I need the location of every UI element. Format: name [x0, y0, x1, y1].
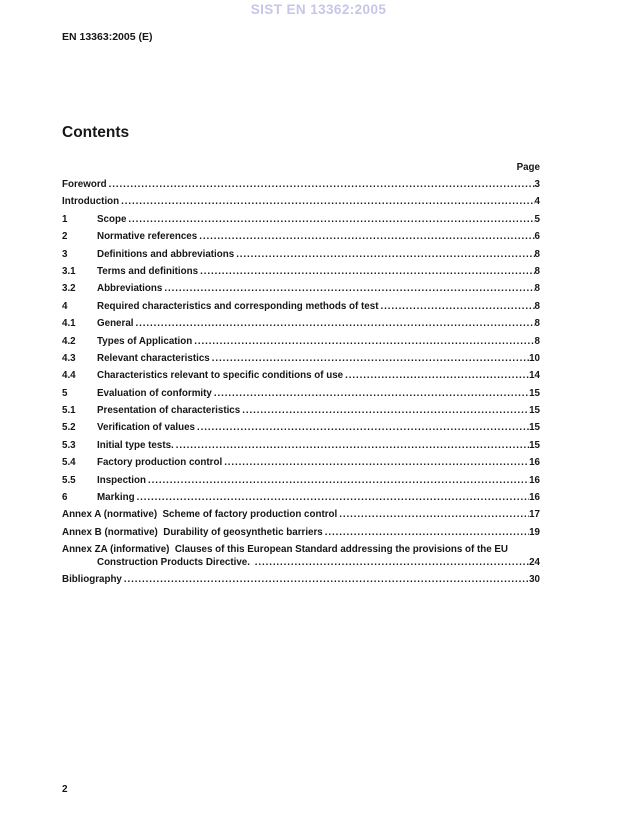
toc-entry [62, 302, 540, 312]
toc-entry [62, 371, 540, 381]
toc-entry-number: 5.5 [62, 474, 76, 486]
toc-entry-title: Required characteristics and corresponding methods of test [97, 300, 379, 312]
toc-entry-title: Introduction [62, 196, 120, 208]
watermark-text: SIST EN 13362:2005 [250, 2, 387, 17]
toc-entry-title: Annex A (normative) Scheme of factory production control [62, 509, 338, 521]
toc-entry-page: 15 [529, 387, 540, 399]
toc-entry-number: 5.2 [62, 422, 76, 434]
dot-leader [224, 458, 529, 468]
toc-entry-page: 10 [529, 352, 540, 364]
toc-entry-title: Terms and definitions [97, 265, 199, 277]
toc-entry-title: Definitions and abbreviations [97, 248, 235, 260]
toc-entry-number: 5.1 [62, 405, 76, 417]
toc-entry-title: Types of Application [97, 335, 193, 347]
dot-leader [128, 215, 534, 225]
toc-entry [62, 493, 540, 503]
toc-entry [62, 528, 540, 538]
contents-heading: Contents [62, 124, 130, 141]
toc-entry-page: 8 [534, 300, 540, 312]
toc-entry-number: 3.1 [62, 265, 76, 277]
dot-leader [325, 528, 529, 538]
toc-entry-title: Abbreviations [97, 283, 163, 295]
dot-leader [200, 267, 534, 277]
dot-leader [199, 232, 534, 242]
dot-leader [380, 302, 534, 312]
toc-entry-page: 15 [529, 422, 540, 434]
toc-entry-title: Characteristics relevant to specific conditions of use [97, 370, 344, 382]
toc-entry-number: 5 [62, 387, 68, 399]
toc-entry [62, 354, 540, 364]
toc-entry-page: 16 [529, 474, 540, 486]
dot-leader [212, 354, 529, 364]
dot-leader [148, 476, 529, 486]
toc-entry-page: 8 [534, 283, 540, 295]
toc-entry-title: General [97, 318, 134, 330]
dot-leader [124, 575, 529, 585]
toc-entry-title: Presentation of characteristics [97, 405, 241, 417]
dot-leader [255, 558, 529, 568]
toc-entry [62, 232, 540, 242]
toc-entry [62, 197, 540, 207]
toc-entry-number: 4.4 [62, 370, 76, 382]
toc-entry [62, 476, 540, 486]
dot-leader [121, 197, 534, 207]
toc-entry-number: 4 [62, 300, 68, 312]
dot-leader [109, 180, 535, 190]
toc-entry-number: 4.3 [62, 352, 76, 364]
dot-leader [214, 389, 529, 399]
toc-entry-title: Annex B (normative) Durability of geosynthetic barriers [62, 526, 323, 538]
document-reference: EN 13363:2005 (E) [62, 31, 153, 43]
toc-entry [62, 180, 540, 190]
dot-leader [176, 441, 529, 451]
toc-entry-title: Factory production control [97, 457, 223, 469]
toc-entry-number: 6 [62, 492, 68, 504]
toc-entry-title: Verification of values [97, 422, 196, 434]
toc-entry [62, 545, 540, 568]
dot-leader [339, 510, 529, 520]
toc-entry [62, 284, 540, 294]
toc-entry [62, 575, 540, 585]
toc-entry-page: 24 [529, 556, 540, 568]
toc-entry-title: Bibliography [62, 574, 122, 586]
toc-entry-number: 1 [62, 213, 68, 225]
dot-leader [236, 250, 534, 260]
toc-entry-page: 8 [534, 248, 540, 260]
toc-entry [62, 406, 540, 416]
toc-entry-title: Normative references [97, 231, 198, 243]
toc-entry-title: Scope [97, 213, 127, 225]
toc-entry-number: 5.3 [62, 439, 76, 451]
toc-entry-number: 4.1 [62, 318, 76, 330]
toc-entry-page: 6 [534, 231, 540, 243]
toc-entry-page: 16 [529, 457, 540, 469]
page-column-label: Page [516, 162, 540, 173]
toc-entry [62, 215, 540, 225]
toc-entry-title-continued: Construction Products Directive. [97, 556, 253, 568]
toc-entry-page: 17 [529, 509, 540, 521]
toc-list [62, 180, 540, 593]
toc-entry-title: Marking [97, 492, 135, 504]
dot-leader [164, 284, 534, 294]
toc-entry-number: 3 [62, 248, 68, 260]
toc-entry [62, 389, 540, 399]
toc-entry [62, 319, 540, 329]
toc-entry-title: Annex ZA (informative) Clauses of this European Standard addressing the provisions of the EU [62, 544, 509, 556]
toc-entry-title: Evaluation of conformity [97, 387, 212, 399]
toc-entry-page: 19 [529, 526, 540, 538]
toc-entry [62, 441, 540, 451]
dot-leader [136, 319, 535, 329]
dot-leader [197, 423, 529, 433]
toc-entry-page: 8 [534, 265, 540, 277]
toc-entry [62, 423, 540, 433]
toc-entry-page: 15 [529, 405, 540, 417]
toc-entry-title: Initial type tests. [97, 439, 174, 451]
toc-entry-title: Relevant characteristics [97, 352, 210, 364]
toc-entry [62, 250, 540, 260]
toc-entry [62, 267, 540, 277]
toc-entry-page: 8 [534, 318, 540, 330]
toc-entry-title: Foreword [62, 179, 107, 190]
toc-entry-number: 4.2 [62, 335, 76, 347]
toc-entry-page: 30 [529, 574, 540, 586]
page-number: 2 [62, 784, 68, 795]
dot-leader [194, 337, 534, 347]
toc-entry-page: 5 [534, 213, 540, 225]
toc-entry [62, 458, 540, 468]
toc-entry-number: 5.4 [62, 457, 76, 469]
toc-entry-page: 16 [529, 492, 540, 504]
toc-entry-page: 14 [529, 370, 540, 382]
toc-entry-page: 8 [534, 335, 540, 347]
toc-entry-page: 15 [529, 439, 540, 451]
dot-leader [137, 493, 530, 503]
toc-entry-title: Inspection [97, 474, 146, 486]
toc-entry-number: 2 [62, 231, 68, 243]
toc-entry [62, 510, 540, 520]
toc-entry [62, 337, 540, 347]
toc-entry-number: 3.2 [62, 283, 76, 295]
dot-leader [345, 371, 529, 381]
toc-entry-page: 3 [534, 179, 540, 190]
toc-entry-page: 4 [534, 196, 540, 208]
dot-leader [242, 406, 529, 416]
